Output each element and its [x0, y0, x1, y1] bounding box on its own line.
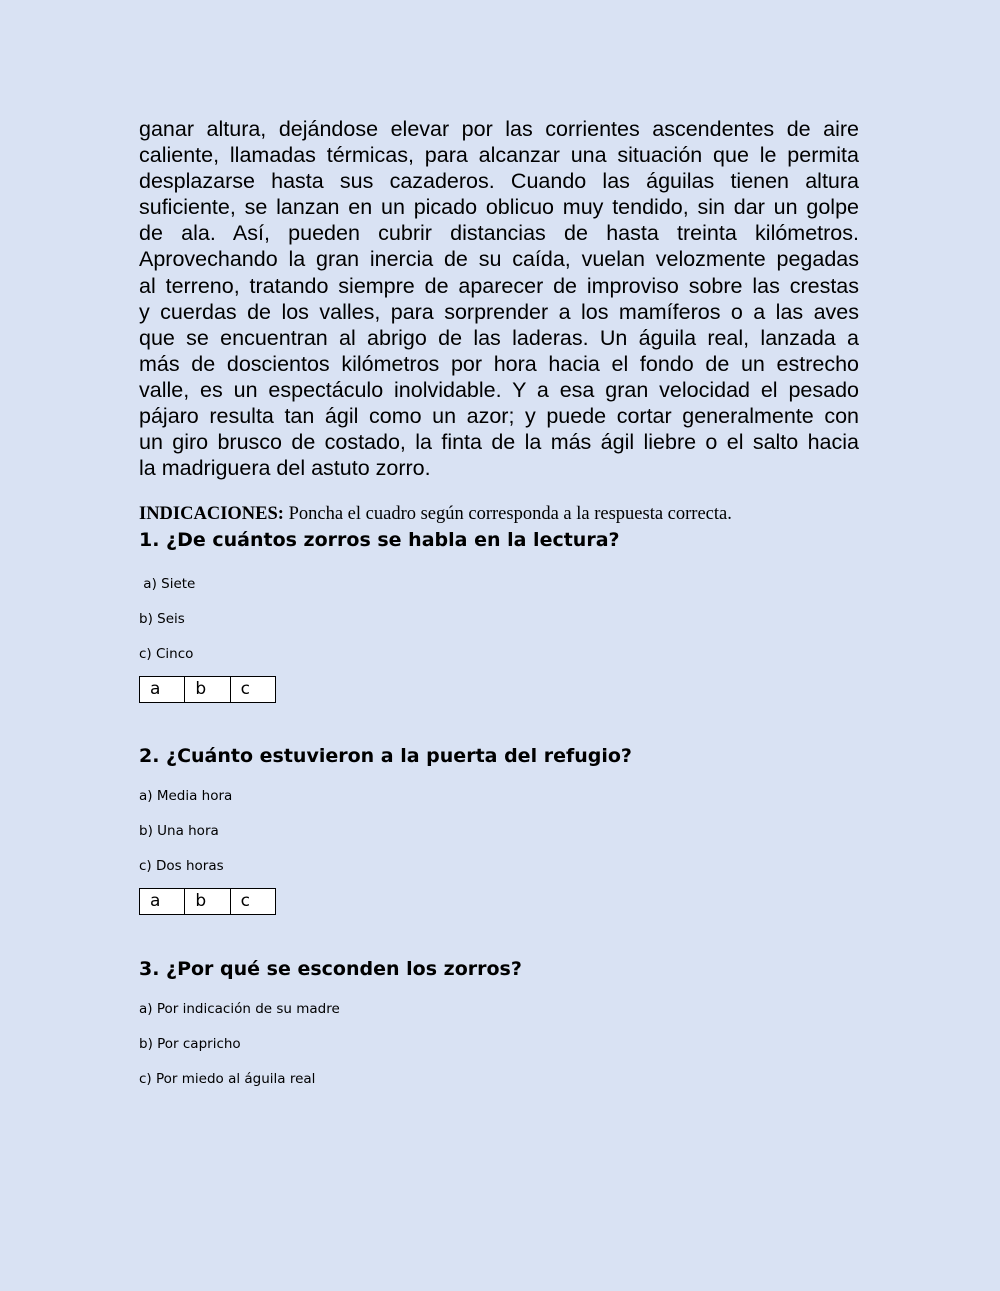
- reading-line: que se encuentran al abrigo de las laderas. Un águila real, lanzada a: [139, 325, 859, 350]
- reading-line: suficiente, se lanzan en un picado oblicuo muy tendido, sin dar un golpe: [139, 195, 859, 220]
- option-a: a) Siete: [139, 576, 196, 593]
- instructions: [139, 504, 859, 525]
- question-2: [139, 745, 859, 915]
- option-b: b) Seis: [139, 611, 185, 628]
- option-a: a) Media hora: [139, 788, 233, 805]
- answer-box-2: [139, 888, 276, 915]
- option-a: a) Por indicación de su madre: [139, 1001, 340, 1018]
- answer-box-1: [139, 676, 276, 703]
- option-c: c) Por miedo al águila real: [139, 1071, 316, 1088]
- reading-line: de ala. Así, pueden cubrir distancias de hasta treinta kilómetros.: [139, 221, 859, 246]
- reading-line: caliente, llamadas térmicas, para alcanzar una situación que le permita: [139, 143, 859, 168]
- reading-line: valle, es un espectáculo inolvidable. Y a esa gran velocidad el pesado: [139, 377, 859, 402]
- question-2-title: 2. ¿Cuánto estuvieron a la puerta del refugio?: [139, 745, 632, 768]
- reading-line: al terreno, tratando siempre de aparecer de improviso sobre las crestas: [139, 273, 859, 298]
- choice-a-cell[interactable]: a: [140, 677, 185, 702]
- reading-passage: [139, 116, 859, 481]
- instructions-text: Poncha el cuadro según corresponda a la respuesta correcta.: [283, 504, 732, 525]
- choice-c-cell[interactable]: c: [240, 891, 251, 912]
- option-b: b) Una hora: [139, 823, 219, 840]
- reading-line: pájaro resulta tan ágil como un azor; y puede cortar generalmente con: [139, 404, 859, 429]
- choice-b-cell[interactable]: b: [185, 677, 230, 702]
- choice-b-cell[interactable]: b: [185, 889, 230, 914]
- reading-line: ganar altura, dejándose elevar por las corrientes ascendentes de aire: [139, 117, 859, 141]
- worksheet-page: [139, 116, 859, 1097]
- instructions-label: INDICACIONES:: [139, 504, 284, 525]
- reading-line: Aprovechando la gran inercia de su caída, vuelan velozmente pegadas: [139, 247, 859, 272]
- question-3: [139, 958, 859, 1097]
- option-c: c) Dos horas: [139, 858, 224, 875]
- reading-line: desplazarse hasta sus cazaderos. Cuando las águilas tienen altura: [139, 169, 859, 194]
- question-3-options: [139, 992, 859, 1097]
- question-2-options: [139, 779, 859, 884]
- question-1-options: [139, 567, 859, 672]
- reading-line: y cuerdas de los valles, para sorprender a los mamíferos o a las aves: [139, 299, 859, 324]
- question-1: [139, 529, 859, 703]
- option-b: b) Por capricho: [139, 1036, 241, 1053]
- question-3-title: 3. ¿Por qué se esconden los zorros?: [139, 958, 522, 981]
- question-1-title: 1. ¿De cuántos zorros se habla en la lectura?: [139, 529, 620, 552]
- reading-line: la madriguera del astuto zorro.: [139, 456, 431, 481]
- reading-line: un giro brusco de costado, la finta de la más ágil liebre o el salto hacia: [139, 430, 859, 455]
- option-c: c) Cinco: [139, 646, 194, 663]
- choice-a-cell[interactable]: a: [140, 889, 185, 914]
- reading-line: más de doscientos kilómetros por hora hacia el fondo de un estrecho: [139, 351, 859, 376]
- choice-c-cell[interactable]: c: [240, 679, 251, 700]
